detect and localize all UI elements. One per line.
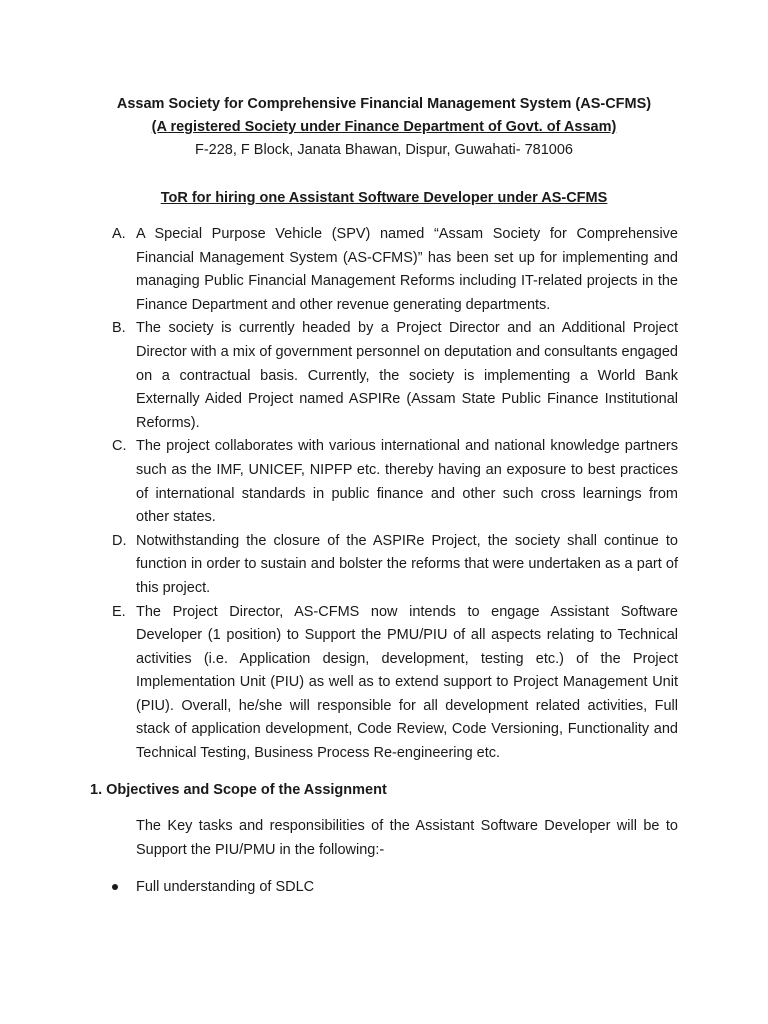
section-heading: 1. Objectives and Scope of the Assignment — [90, 782, 387, 798]
list-marker: E. — [112, 603, 126, 620]
list-item-text: The Project Director, AS-CFMS now intends to engage Assistant Software Developer (1 position) to Support the PMU/PIU of all aspects relating to Technical activities (i.e. Application design, development, testing etc.) of the Project Implementation Unit (PIU) as well as to extend support to Project Management Unit (PIU). Overall, he/she will responsible for all development related activities, Full stack of application development, Code Review, Code Versioning, Functionality and Technical Testing, Business Process Re-engineering etc. — [136, 603, 678, 762]
list-marker: D. — [112, 532, 127, 549]
background-points-list — [100, 223, 678, 766]
list-item — [100, 223, 678, 317]
list-item — [100, 530, 678, 601]
document-header — [90, 93, 678, 162]
section-intro: The Key tasks and responsibilities of the Assistant Software Developer will be to Support the PIU/PMU in the following:- — [136, 818, 678, 858]
list-marker: A. — [112, 226, 126, 242]
responsibilities-list — [112, 876, 678, 899]
list-item — [100, 317, 678, 435]
list-item — [112, 876, 678, 899]
tor-title: ToR for hiring one Assistant Software Developer under AS-CFMS — [160, 190, 608, 206]
list-item-text: The society is currently headed by a Project Director and an Additional Project Director with a mix of government personnel on deputation and consultants engaged on a contractual basis. Currently, the society is implementing a World Bank Externally Aided Project named ASPIRe (Assam State Public Finance Institutional Reforms). — [136, 320, 678, 431]
address-line: F-228, F Block, Janata Bhawan, Dispur, Guwahati- 781006 — [194, 142, 573, 158]
bullet-icon — [112, 884, 118, 890]
registration-line: (A registered Society under Finance Department of Govt. of Assam) — [151, 119, 617, 135]
list-item-text: Full understanding of SDLC — [136, 879, 315, 895]
list-marker: C. — [112, 438, 127, 455]
organization-name: Assam Society for Comprehensive Financial Management System (AS-CFMS) — [116, 96, 652, 112]
list-item-text: The project collaborates with various international and national knowledge partners such as the IMF, UNICEF, NIPFP etc. thereby having an exposure to best practices of international standards in public finance and other such cross learnings from other states. — [136, 438, 678, 526]
list-marker: B. — [112, 320, 126, 337]
list-item-text: Notwithstanding the closure of the ASPIRe Project, the society shall continue to function in order to sustain and bolster the reforms that were undertaken as a part of this project. — [136, 532, 678, 596]
list-item-text: A Special Purpose Vehicle (SPV) named “Assam Society for Comprehensive Financial Management System (AS-CFMS)” has been set up for implementing and managing Public Financial Management Reforms including IT-related projects in the Finance Department and other revenue generating departments. — [136, 226, 678, 313]
list-item — [100, 601, 678, 766]
list-item — [100, 435, 678, 529]
